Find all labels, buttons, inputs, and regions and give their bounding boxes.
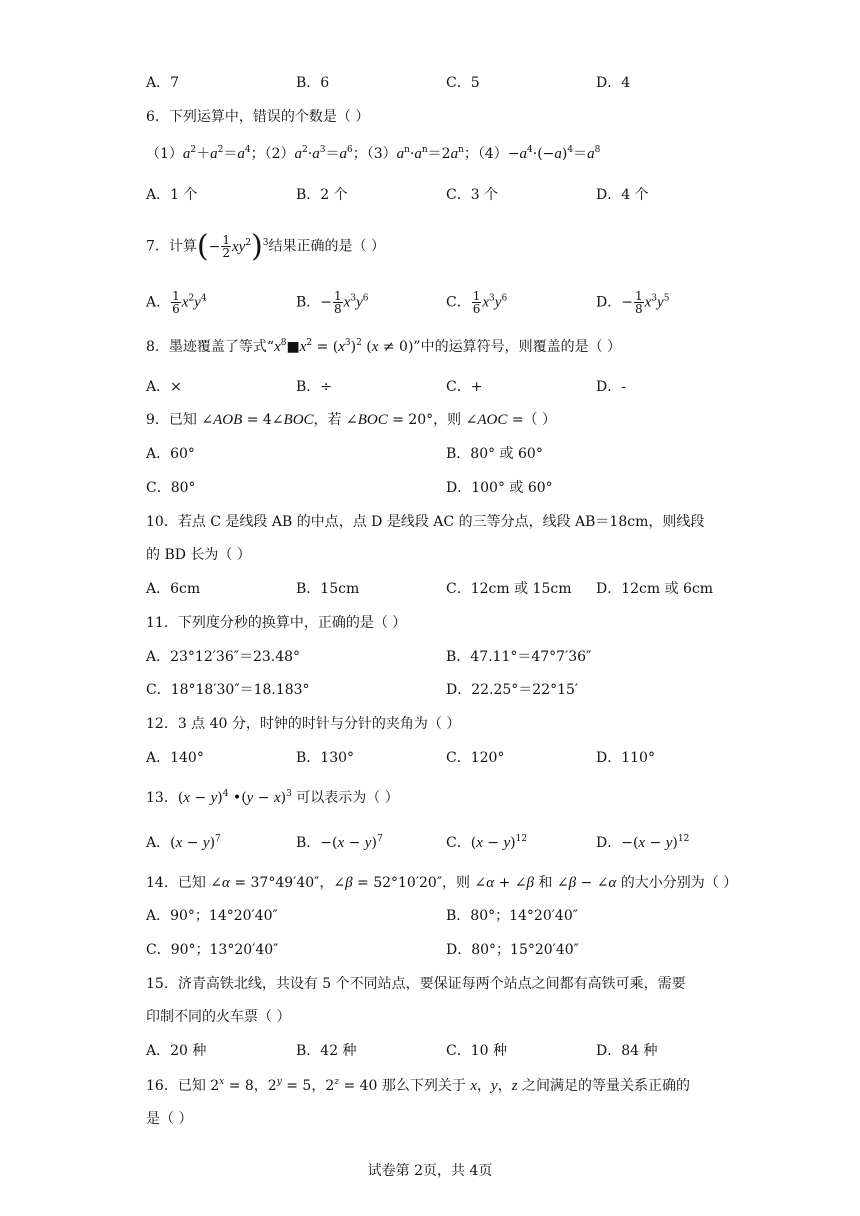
q5-option-a: A．7 [146, 75, 180, 91]
q7-expression: (− $\frac{1}{2}$ $xy^2)^3$ [196, 228, 269, 264]
q6-items: $(1)a^2+a^2=a^4$；$(2)a^2\cdot a^3=a^6$；$(3)a^n\cdot a^n=2a^n$；$(4)-a^4\cdot(-a)^4=a^8$ [146, 145, 601, 162]
q12-option-a: A．140° [146, 750, 204, 766]
q11-option-a: A．23°12′36″＝23.48° [146, 649, 301, 665]
q13-stem: 13．$(x - y)^4$ •(y − x)$^3$ 可以表示为（ ） [146, 789, 399, 806]
q10-option-c: C．12cm 或 15cm [446, 581, 572, 597]
q10-option-a: A．6cm [146, 581, 201, 597]
q9-option-b: B．80° 或 60° [446, 446, 543, 462]
q7-option-c: C． $\frac{1}{6}$ $x^3y^6$ [446, 289, 508, 316]
q9-option-d: D．100° 或 60° [446, 480, 553, 496]
q5-option-c: C．5 [446, 75, 480, 91]
q12-stem: 12．3 点 40 分，时钟的时针与分针的夹角为（ ） [146, 716, 461, 732]
q8-option-a: A．× [146, 379, 182, 395]
q13-option-b: B．$-(x - y)^7$ [296, 834, 383, 851]
q15-stem-line2: 印制不同的火车票（ ） [146, 1009, 291, 1025]
q13-option-d: D．$-(x - y)^{12}$ [596, 834, 690, 851]
q14-option-d: D．80°；15°20′40″ [446, 942, 579, 958]
q12-option-d: D．110° [596, 750, 655, 766]
q15-option-b: B．42 种 [296, 1043, 357, 1059]
q7-stem [146, 228, 385, 264]
q10-stem-line2: 的 BD 长为（ ） [146, 547, 251, 563]
q15-option-a: A．20 种 [146, 1043, 207, 1059]
q14-option-b: B．80°；14°20′40″ [446, 908, 578, 924]
q15-option-c: C．10 种 [446, 1043, 507, 1059]
q13-option-c: C．$(x - y)^{12}$ [446, 834, 528, 851]
q11-option-b: B．47.11°＝47°7′36″ [446, 649, 592, 665]
q6-option-b: B．2 个 [296, 187, 348, 203]
q14-option-a: A．90°；14°20′40″ [146, 908, 278, 924]
q11-option-d: D．22.25°＝22°15′ [446, 682, 579, 698]
q12-option-b: B．130° [296, 750, 355, 766]
q16-stem-line1: 16．已知 $2^x = 8$，$2^y = 5$，$2^z = 40$ 那么下列关于 x，y，z 之间满足的等量关系正确的 [146, 1077, 690, 1094]
page-footer: 试卷第 2页，共 4页 [367, 1163, 493, 1179]
q12-option-c: C．120° [446, 750, 505, 766]
q16-stem-line2: 是（ ） [146, 1111, 193, 1127]
q9-option-c: C．80° [146, 480, 196, 496]
q14-stem: 14．已知 ∠α = 37°49′40″，∠β = 52°10′20″，则 ∠α + ∠β 和 ∠β − ∠α 的大小分别为（ ） [146, 875, 738, 891]
q6-option-d: D．4 个 [596, 187, 649, 203]
q6-stem: 6．下列运算中，错误的个数是（ ） [146, 109, 370, 125]
q7-suffix: 结果正确的是（ ） [268, 238, 385, 255]
q9-stem: 9．已知 ∠AOB = 4∠BOC，若 ∠BOC = 20°，则 ∠AOC =（ ） [146, 412, 557, 428]
q8-stem: 8．墨迹覆盖了等式“$x^8■x^2 = (x^3)^2$ (x ≠ 0)”中的运算符号，则覆盖的是（ ） [146, 338, 622, 355]
q8-option-d: D．- [596, 379, 626, 395]
q7-option-d: D．− $\frac{1}{8}$ $x^3y^5$ [596, 289, 670, 316]
q15-option-d: D．84 种 [596, 1043, 658, 1059]
q8-option-b: B．÷ [296, 379, 333, 395]
q15-stem-line1: 15．济青高铁北线，共设有 5 个不同站点，要保证每两个站点之间都有高铁可乘，需要 [146, 976, 686, 992]
q7-option-a: A． $\frac{1}{6}$ $x^2y^4$ [146, 289, 207, 316]
q7-prefix: 7．计算 [146, 238, 197, 255]
q11-stem: 11．下列度分秒的换算中，正确的是（ ） [146, 615, 407, 631]
q6-option-a: A．1 个 [146, 187, 198, 203]
q7-option-b: B．− $\frac{1}{8}$ $x^3y^6$ [296, 289, 369, 316]
q11-option-c: C．18°18′30″＝18.183° [146, 682, 310, 698]
q8-option-c: C．+ [446, 379, 483, 395]
q9-option-a: A．60° [146, 446, 195, 462]
q10-option-b: B．15cm [296, 581, 360, 597]
q5-option-d: D．4 [596, 75, 631, 91]
q6-option-c: C．3 个 [446, 187, 499, 203]
q10-stem-line1: 10．若点 C 是线段 AB 的中点，点 D 是线段 AC 的三等分点，线段 AB＝18cm，则线段 [146, 514, 705, 530]
q5-option-b: B．6 [296, 75, 330, 91]
q13-option-a: A．$(x - y)^7$ [146, 834, 221, 851]
q10-option-d: D．12cm 或 6cm [596, 581, 714, 597]
q14-option-c: C．90°；13°20′40″ [146, 942, 279, 958]
